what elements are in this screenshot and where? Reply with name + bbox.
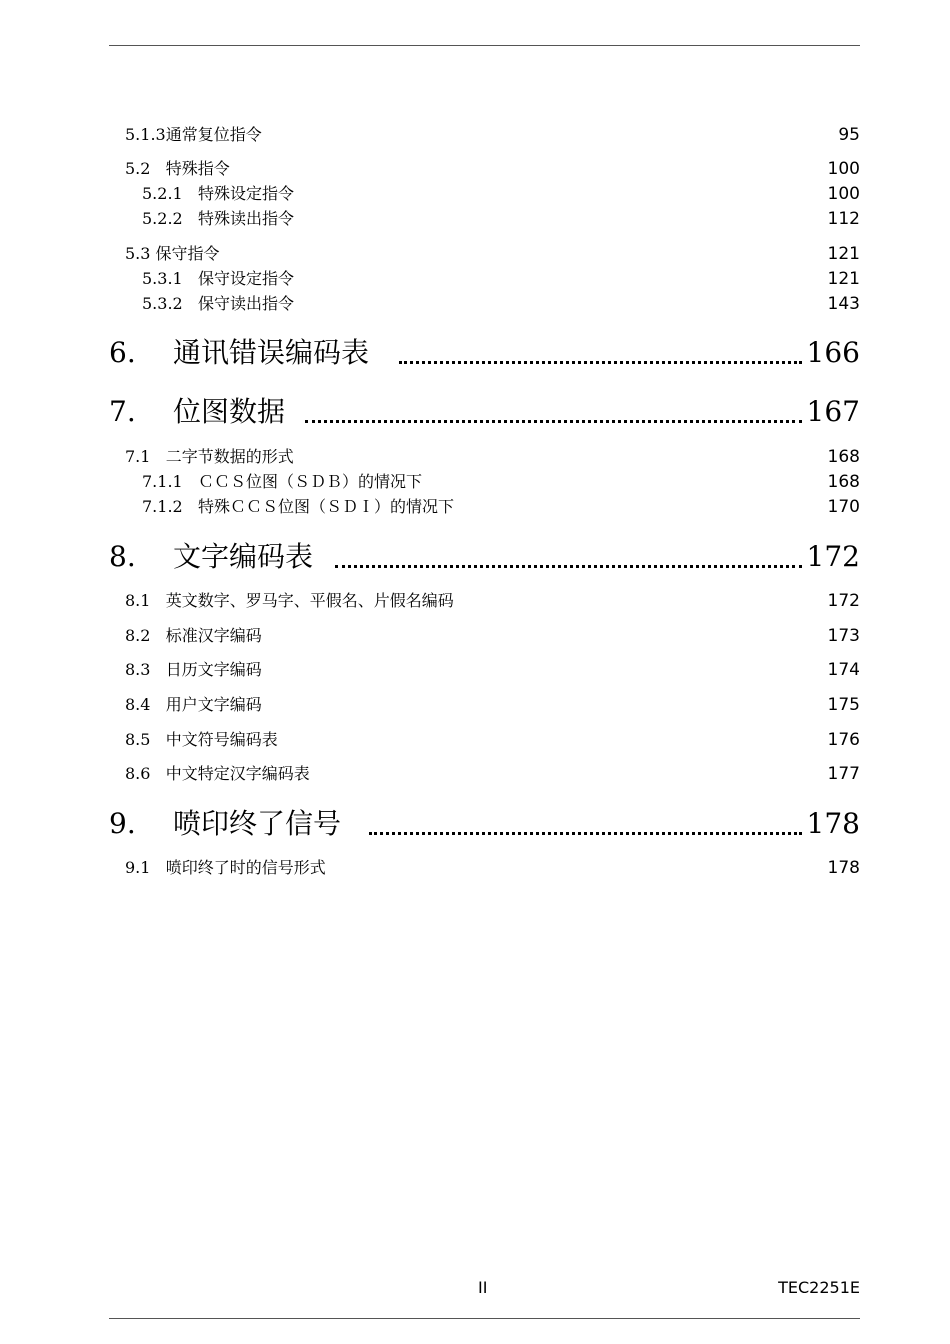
toc-entry-page: 174: [827, 660, 860, 680]
toc-chapter-title: 通讯错误编码表: [173, 336, 370, 369]
toc-entry-title: 中文符号编码表: [165, 730, 278, 749]
toc-entry-5-2-1[interactable]: [109, 182, 860, 206]
toc-entry-number: 8.6: [125, 764, 151, 783]
toc-entry-page: 176: [827, 730, 860, 750]
toc-entry-number: 5.2.2: [142, 209, 183, 228]
toc-entry-label: [125, 728, 278, 752]
toc-chapter-title: 文字编码表: [173, 540, 314, 573]
toc-entry-number: 5.3.2: [142, 294, 183, 313]
toc-entry-title: 保守设定指令: [197, 269, 294, 288]
toc-chapter-page: 172: [806, 540, 860, 573]
toc-entry-label: [125, 157, 230, 181]
toc-entry-label: [125, 445, 294, 469]
toc-entry-number: 5.3: [125, 244, 151, 263]
toc-chapter-number: 9.: [109, 807, 136, 840]
toc-entry-page: 100: [827, 159, 860, 179]
toc-entry-page: 175: [827, 695, 860, 715]
toc-entry-label: [125, 856, 326, 880]
toc-entry-number: 9.1: [125, 858, 151, 877]
toc-entry-7-1-2[interactable]: [109, 495, 860, 519]
toc-entry-page: 170: [827, 497, 860, 517]
toc-entry-title: 中文特定汉字编码表: [165, 764, 310, 783]
toc-entry-title: ＣＣＳ位图（ＳＤＢ）的情况下: [197, 472, 422, 491]
dot-leader: [399, 361, 802, 364]
toc-entry-number: 5.2.1: [142, 184, 183, 203]
toc-entry-label: [125, 242, 220, 266]
toc-chapter-6[interactable]: [109, 333, 860, 373]
toc-chapter-page: 167: [806, 395, 860, 428]
toc-entry-label: [125, 693, 262, 717]
toc-entry-5-2-2[interactable]: [109, 207, 860, 231]
toc-chapter-7[interactable]: [109, 392, 860, 432]
toc-entry-label: [142, 207, 294, 231]
toc-chapter-9[interactable]: [109, 804, 860, 844]
toc-entry-number: 7.1: [125, 447, 151, 466]
toc-entry-label: [125, 658, 262, 682]
toc-entry-label: [125, 589, 454, 613]
toc-entry-page: 121: [827, 244, 860, 264]
toc-entry-label: [125, 762, 310, 786]
toc-entry-title: 英文数字、罗马字、平假名、片假名编码: [165, 591, 454, 610]
toc-entry-number: 8.3: [125, 660, 151, 679]
toc-entry-title: 特殊读出指令: [197, 209, 294, 228]
toc-entry-title: 日历文字编码: [165, 660, 262, 679]
toc-entry-8-5[interactable]: [109, 728, 860, 752]
toc-chapter-title: 喷印终了信号: [173, 807, 342, 840]
toc-entry-number: 8.1: [125, 591, 151, 610]
toc-entry-label: [142, 470, 422, 494]
toc-entry-page: 168: [827, 472, 860, 492]
toc-entry-page: 95: [838, 125, 860, 145]
toc-entry-8-1[interactable]: [109, 589, 860, 613]
toc-entry-label: [142, 292, 294, 316]
dot-leader: [335, 565, 802, 568]
toc-entry-7-1-1[interactable]: [109, 470, 860, 494]
toc-entry-label: [142, 267, 294, 291]
footer-rule: [109, 1318, 860, 1319]
toc-entry-title: 标准汉字编码: [165, 626, 262, 645]
toc-chapter-title: 位图数据: [173, 395, 286, 428]
toc-entry-number: 5.3.1: [142, 269, 183, 288]
toc-entry-page: 173: [827, 626, 860, 646]
toc-entry-8-4[interactable]: [109, 693, 860, 717]
footer-document-id: TEC2251E: [778, 1278, 860, 1297]
toc-chapter-page: 166: [806, 336, 860, 369]
toc-entry-page: 178: [827, 858, 860, 878]
toc-chapter-page: 178: [806, 807, 860, 840]
toc-entry-label: [142, 495, 454, 519]
toc-entry-5-3[interactable]: [109, 242, 860, 266]
toc-entry-title: 喷印终了时的信号形式: [165, 858, 326, 877]
toc-entry-8-3[interactable]: [109, 658, 860, 682]
header-rule: [109, 45, 860, 46]
toc-entry-5-2[interactable]: [109, 157, 860, 181]
toc-entry-number: 8.2: [125, 626, 151, 645]
dot-leader: [305, 420, 802, 423]
toc-entry-number: 7.1.2: [142, 497, 183, 516]
toc-entry-label: [125, 624, 262, 648]
toc-chapter-8[interactable]: [109, 537, 860, 577]
toc-entry-title: 特殊指令: [165, 159, 230, 178]
toc-entry-title: 二字节数据的形式: [165, 447, 294, 466]
toc-entry-5-3-2[interactable]: [109, 292, 860, 316]
toc-entry-title: 用户文字编码: [165, 695, 262, 714]
toc-entry-page: 100: [827, 184, 860, 204]
toc-entry-title: 保守读出指令: [197, 294, 294, 313]
toc-entry-page: 121: [827, 269, 860, 289]
toc-entry-number: 5.2: [125, 159, 151, 178]
toc-entry-number: 5.1.3: [125, 125, 166, 144]
toc-entry-page: 143: [827, 294, 860, 314]
toc-chapter-number: 6.: [109, 336, 136, 369]
toc-entry-5-3-1[interactable]: [109, 267, 860, 291]
toc-entry-title: 特殊设定指令: [197, 184, 294, 203]
toc-entry-page: 112: [827, 209, 860, 229]
toc-entry-label: [125, 123, 262, 147]
toc-entry-8-2[interactable]: [109, 624, 860, 648]
toc-chapter-number: 7.: [109, 395, 136, 428]
toc-entry-number: 8.4: [125, 695, 151, 714]
toc-entry-title: 保守指令: [155, 244, 220, 263]
toc-entry-number: 8.5: [125, 730, 151, 749]
toc-entry-title: 特殊ＣＣＳ位图（ＳＤＩ）的情况下: [197, 497, 454, 516]
toc-entry-title: 通常复位指令: [165, 125, 262, 144]
dot-leader: [369, 832, 802, 835]
toc-entry-page: 177: [827, 764, 860, 784]
toc-chapter-number: 8.: [109, 540, 136, 573]
toc-entry-label: [142, 182, 294, 206]
toc-entry-8-6[interactable]: [109, 762, 860, 786]
footer-page-number: II: [478, 1278, 488, 1297]
toc-entry-page: 168: [827, 447, 860, 467]
toc-entry-number: 7.1.1: [142, 472, 183, 491]
toc-entry-9-1[interactable]: [109, 856, 860, 880]
toc-entry-5-1-3[interactable]: [109, 123, 860, 147]
toc-entry-7-1[interactable]: [109, 445, 860, 469]
toc-entry-page: 172: [827, 591, 860, 611]
